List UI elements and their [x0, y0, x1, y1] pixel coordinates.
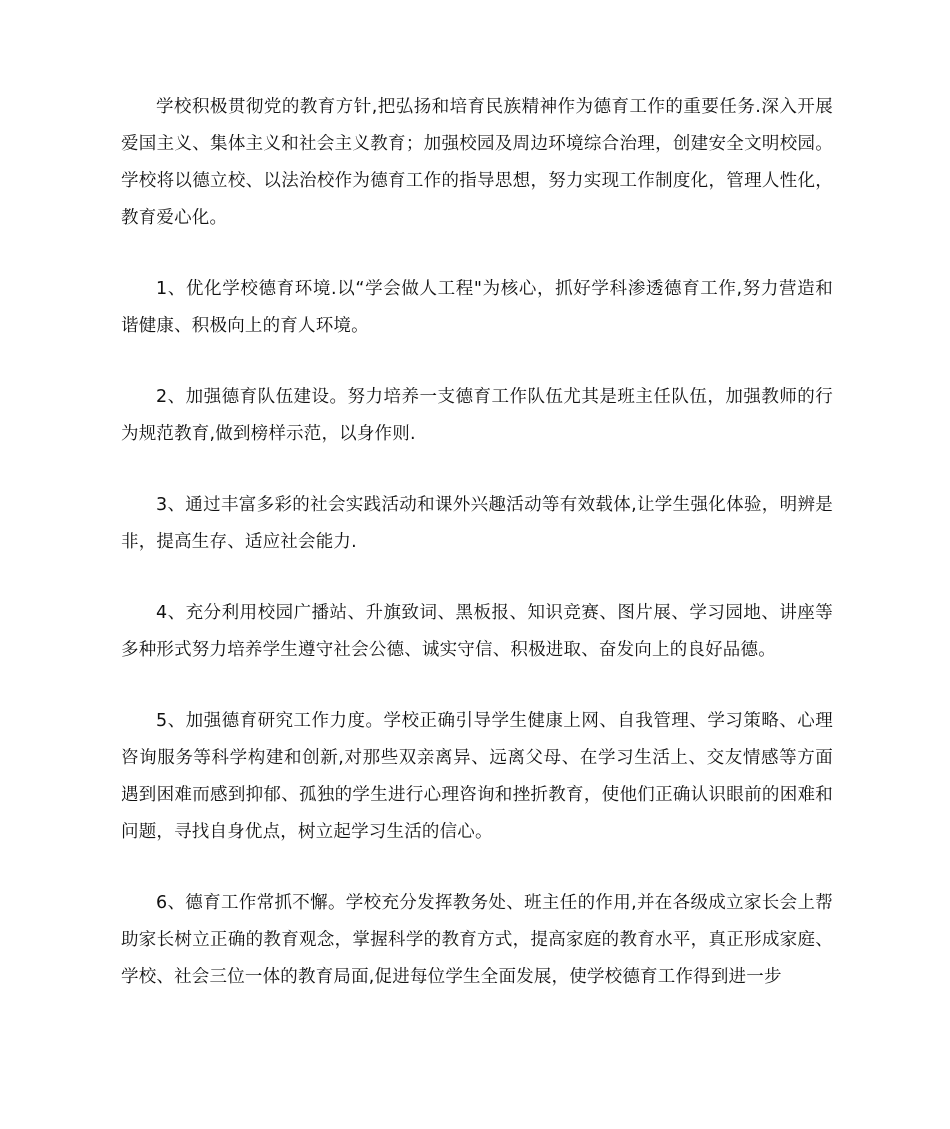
- item-paragraph-2: 2、加强德育队伍建设。努力培养一支德育工作队伍尤其是班主任队伍，加强教师的行为规范教育,做到榜样示范，以身作则.: [121, 387, 833, 444]
- document-body: [121, 89, 833, 1030]
- item-paragraph-6: 6、德育工作常抓不懈。学校充分发挥教务处、班主任的作用,并在各级成立家长会上帮助家长树立正确的教育观念，掌握科学的教育方式，提高家庭的教育水平，真正形成家庭、学校、社会三位一体的教育局面,促进每位学生全面发展，使学校德育工作得到进一步: [121, 893, 833, 987]
- item-paragraph-1: 1、优化学校德育环境.以“学会做人工程"为核心，抓好学科渗透德育工作,努力营造和谐健康、积极向上的育人环境。: [121, 279, 833, 336]
- item-paragraph-5: 5、加强德育研究工作力度。学校正确引导学生健康上网、自我管理、学习策略、心理咨询服务等科学构建和创新,对那些双亲离异、远离父母、在学习生活上、交友情感等方面遇到困难而感到抑郁、孤独的学生进行心理咨询和挫折教育，使他们正确认识眼前的困难和问题，寻找自身优点，树立起学习生活的信心。: [121, 711, 833, 842]
- item-paragraph-3: 3、通过丰富多彩的社会实践活动和课外兴趣活动等有效载体,让学生强化体验，明辨是非，提高生存、适应社会能力.: [121, 495, 833, 552]
- item-paragraph-4: 4、充分利用校园广播站、升旗致词、黑板报、知识竞赛、图片展、学习园地、讲座等多种形式努力培养学生遵守社会公德、诚实守信、积极进取、奋发向上的良好品德。: [121, 603, 833, 660]
- intro-paragraph: 学校积极贯彻党的教育方针,把弘扬和培育民族精神作为德育工作的重要任务.深入开展爱国主义、集体主义和社会主义教育；加强校园及周边环境综合治理，创建安全文明校园。学校将以德立校、以法治校作为德育工作的指导思想，努力实现工作制度化，管理人性化，教育爱心化。: [121, 97, 833, 228]
